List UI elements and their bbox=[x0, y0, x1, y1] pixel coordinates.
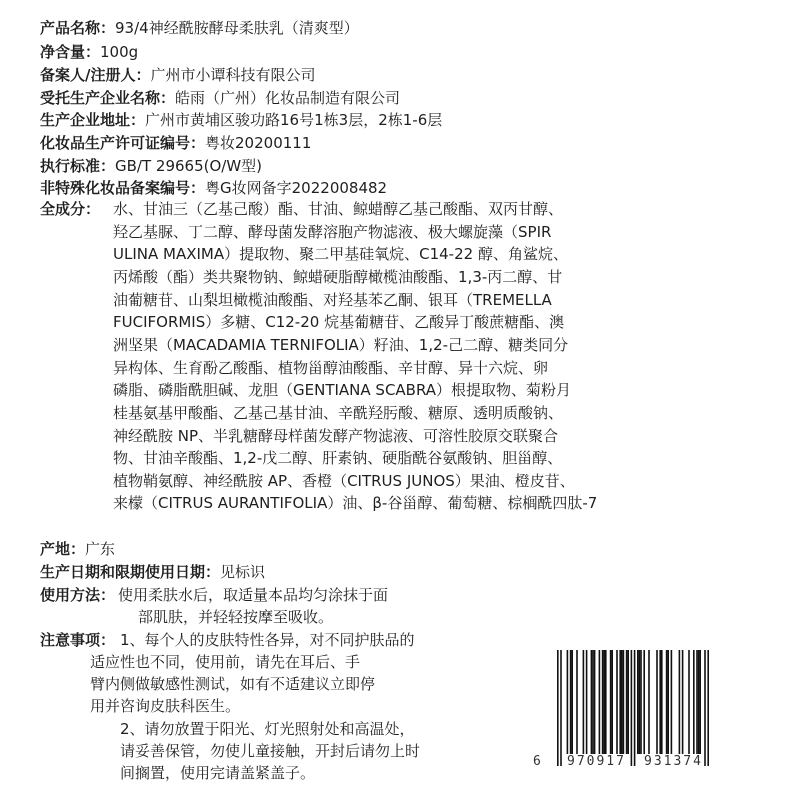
barcode-bar bbox=[592, 650, 594, 754]
barcode-bar bbox=[594, 650, 596, 754]
field-label: 净含量： bbox=[40, 43, 101, 61]
notes-label: 注意事项： bbox=[40, 631, 116, 649]
field-label: 生产企业地址： bbox=[40, 111, 146, 129]
barcode-bar bbox=[570, 650, 572, 754]
barcode-bar bbox=[626, 650, 628, 754]
barcode-bar bbox=[557, 650, 559, 766]
barcode-bar bbox=[591, 650, 593, 754]
barcode-bar bbox=[576, 650, 578, 754]
barcode-bar bbox=[637, 650, 639, 754]
barcode-bar bbox=[603, 650, 605, 754]
field-license bbox=[40, 132, 311, 154]
field-label: 产地： bbox=[40, 540, 86, 558]
barcode-bar bbox=[634, 650, 636, 766]
barcode-bar bbox=[688, 650, 690, 754]
barcode-bar bbox=[605, 650, 607, 754]
usage-line: 使用柔肤水后，取适量本品均匀涂抹于面 bbox=[118, 586, 389, 604]
barcode-bar bbox=[648, 650, 650, 754]
field-manufacturer bbox=[40, 87, 400, 109]
barcode-digits-left: 970917 bbox=[567, 754, 626, 769]
field-value: 广州市黄埔区骏功路16号1栋3层，2栋1-6层 bbox=[145, 111, 443, 129]
field-label: 受托生产企业名称： bbox=[40, 89, 176, 107]
barcode-bar bbox=[623, 650, 625, 754]
ingredient-line: 油葡糖苷、山梨坦橄榄油酸酯、对羟基苯乙酮、银耳（TREMELLA bbox=[113, 291, 552, 309]
field-value: 广东 bbox=[85, 540, 116, 558]
barcode-bar bbox=[619, 650, 621, 754]
barcode-bar bbox=[627, 650, 629, 754]
barcode-digit-first: 6 bbox=[533, 754, 543, 769]
usage-line: 部肌肤，并轻轻按摩至吸收。 bbox=[138, 608, 334, 626]
field-origin bbox=[40, 538, 115, 560]
barcode-bar bbox=[659, 650, 661, 754]
ingredient-line: FUCIFORMIS）多糖、C12-20 烷基葡糖苷、乙酸异丁酸蔗糖酯、澳 bbox=[113, 313, 565, 331]
field-value: 皓雨（广州）化妆品制造有限公司 bbox=[175, 89, 401, 107]
barcode-bar bbox=[571, 650, 573, 754]
barcode-bar bbox=[698, 650, 700, 754]
barcode-bar bbox=[656, 650, 658, 754]
ingredient-line: 异构体、生育酚乙酸酯、植物甾醇油酸酯、辛甘醇、异十六烷、卵 bbox=[113, 359, 549, 377]
field-address bbox=[40, 109, 442, 131]
ingredients-label: 全成分： bbox=[40, 200, 101, 218]
field-standard bbox=[40, 155, 262, 177]
field-net-content bbox=[40, 41, 138, 63]
barcode-bar bbox=[611, 650, 613, 754]
barcode-bar bbox=[643, 650, 645, 754]
ingredient-line: 磷脂、磷脂酰胆碱、龙胆（GENTIANA SCABRA）根提取物、菊粉月 bbox=[113, 381, 572, 399]
field-label: 执行标准： bbox=[40, 157, 116, 175]
barcode-bar bbox=[616, 650, 618, 754]
ingredient-line: 洲坚果（MACADAMIA TERNIFOLIA）籽油、1,2-己二醇、糖类同分 bbox=[113, 336, 569, 354]
barcode-bar bbox=[682, 650, 684, 754]
field-value: GB/T 29665(O/W型) bbox=[115, 157, 263, 175]
field-value: 见标识 bbox=[220, 563, 266, 581]
barcode-bar bbox=[679, 650, 681, 754]
field-value: 广州市小谭科技有限公司 bbox=[150, 66, 316, 84]
ingredient-line: 神经酰胺 NP、半乳糖酵母样菌发酵产物滤液、可溶性胶原交联聚合 bbox=[113, 427, 559, 445]
field-label: 产品名称： bbox=[40, 19, 116, 37]
ingredient-line: 物、甘油辛酸酯、1,2-戊二醇、肝素钠、硬脂酰谷氨酸钠、胆甾醇、 bbox=[113, 449, 563, 467]
notes-line: 2、请勿放置于阳光、灯光照射处和高温处， bbox=[120, 720, 415, 738]
ingredient-line: 来檬（CITRUS AURANTIFOLIA）油、β-谷甾醇、葡萄糖、棕榈酰四肽-7 bbox=[113, 494, 598, 512]
notes-line: 1、每个人的皮肤特性各异，对不同护肤品的 bbox=[120, 631, 415, 649]
barcode-bar bbox=[671, 650, 673, 754]
barcode-bar bbox=[560, 650, 562, 766]
notes-line: 请妥善保管，勿使儿童接触，开封后请勿上时 bbox=[120, 742, 421, 760]
barcode-bar bbox=[640, 650, 642, 754]
barcode-bar bbox=[693, 650, 695, 754]
barcode-digits-right: 931374 bbox=[644, 754, 703, 769]
barcode-bar bbox=[567, 650, 569, 754]
barcode-bar bbox=[586, 650, 588, 754]
field-label: 备案人/注册人： bbox=[40, 66, 151, 84]
notes-line: 适应性也不同，使用前，请先在耳后、手 bbox=[90, 653, 361, 671]
field-value: 粤G妆网备字2022008482 bbox=[205, 179, 388, 197]
field-label: 生产日期和限期使用日期： bbox=[40, 563, 221, 581]
field-product-name bbox=[40, 17, 359, 39]
barcode-bar bbox=[661, 650, 663, 754]
barcode-bar bbox=[610, 650, 612, 754]
field-value: 粤妆20200111 bbox=[205, 134, 312, 152]
field-dates bbox=[40, 561, 265, 583]
barcode bbox=[529, 650, 729, 780]
barcode-bars bbox=[551, 650, 721, 770]
barcode-bar bbox=[666, 650, 668, 754]
ingredient-line: ULINA MAXIMA）提取物、聚二甲基硅氧烷、C14-22 醇、角鲨烷、 bbox=[113, 245, 568, 263]
barcode-bar bbox=[696, 650, 698, 754]
ingredient-line: 水、甘油三（乙基己酸）酯、甘油、鲸蜡醇乙基己酸酯、双丙甘醇、 bbox=[113, 200, 564, 218]
notes-line: 臂内侧做敏感性测试，如有不适建议立即停 bbox=[90, 675, 376, 693]
barcode-bar bbox=[631, 650, 633, 766]
field-value: 93/4神经酰胺酵母柔肤乳（清爽型） bbox=[115, 19, 359, 37]
barcode-bar bbox=[599, 650, 601, 754]
ingredient-line: 植物鞘氨醇、神经酰胺 AP、香橙（CITRUS JUNOS）果油、橙皮苷、 bbox=[113, 472, 575, 490]
barcode-bar bbox=[583, 650, 585, 754]
field-registrant bbox=[40, 64, 316, 86]
ingredient-line: 丙烯酸（酯）类共聚物钠、鲸蜡硬脂醇橄榄油酸酯、1,3-丙二醇、甘 bbox=[113, 268, 563, 286]
ingredient-line: 羟乙基脲、丁二醇、酵母菌发酵溶胞产物滤液、极大螺旋藻（SPIR bbox=[113, 223, 552, 241]
field-filing-number bbox=[40, 177, 387, 199]
field-label: 非特殊化妆品备案编号： bbox=[40, 179, 206, 197]
field-label: 化妆品生产许可证编号： bbox=[40, 134, 206, 152]
barcode-bar bbox=[667, 650, 669, 754]
usage-label: 使用方法： bbox=[40, 586, 116, 604]
notes-line: 间搁置，使用完请盖紧盖子。 bbox=[120, 764, 316, 782]
barcode-bar bbox=[699, 650, 701, 754]
notes-line: 用并咨询皮肤科医生。 bbox=[90, 697, 241, 715]
ingredient-line: 桂基氨基甲酸酯、乙基己基甘油、辛酰羟肟酸、糖原、透明质酸钠、 bbox=[113, 404, 564, 422]
field-value: 100g bbox=[100, 43, 139, 61]
barcode-bar bbox=[602, 650, 604, 754]
barcode-bar bbox=[621, 650, 623, 754]
barcode-bar bbox=[707, 650, 709, 766]
barcode-bar bbox=[639, 650, 641, 754]
barcode-bar bbox=[704, 650, 706, 766]
